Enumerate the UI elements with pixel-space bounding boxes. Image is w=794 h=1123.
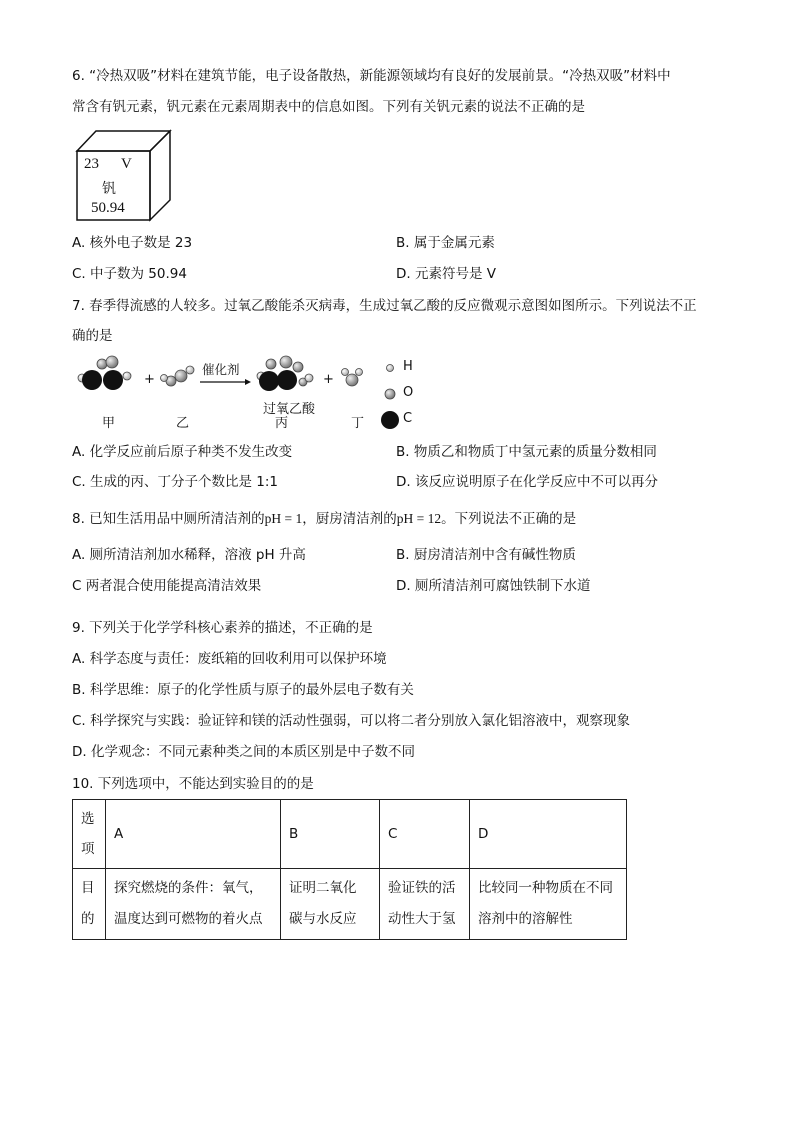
label-ding: 丁	[351, 416, 365, 431]
table-header-cell: D	[470, 800, 627, 869]
element-symbol: V	[121, 156, 132, 172]
q8-option-c: C 两者混合使用能提高清洁效果	[72, 578, 262, 594]
atomic-number: 23	[84, 156, 99, 172]
q6-stem-line1: 6. “冷热双吸”材料在建筑节能，电子设备散热，新能源领域均有良好的发展前景。“冷热双吸”材料中	[72, 68, 671, 84]
legend-c-atom	[381, 411, 399, 429]
q6-option-a: A. 核外电子数是 23	[72, 235, 193, 251]
molecule-ding	[342, 369, 363, 387]
molecule-jia	[78, 356, 131, 390]
plus-sign-2: +	[323, 372, 334, 387]
q10-options-table	[72, 799, 627, 940]
table-row-label	[73, 869, 106, 940]
q7-stem-line1: 7. 春季得流感的人较多。过氧乙酸能杀灭病毒，生成过氧乙酸的反应微观示意图如图所示。下列说法不正	[72, 298, 697, 314]
q10-stem: 10. 下列选项中，不能达到实验目的的是	[72, 776, 314, 792]
cell-a-line2: 温度达到可燃物的着火点	[114, 911, 263, 927]
legend-o-label: O	[403, 385, 414, 400]
q8-option-d: D. 厕所清洁剂可腐蚀铁制下水道	[396, 578, 591, 594]
q7-option-a: A. 化学反应前后原子种类不发生改变	[72, 444, 293, 460]
element-info-cube	[74, 128, 174, 224]
label-bing: 丙	[275, 416, 289, 431]
header-label-option: 选项	[81, 811, 95, 857]
cell-b-line1: 证明二氧化	[289, 880, 357, 896]
table-cell	[106, 869, 281, 940]
q8-option-a: A. 厕所清洁剂加水稀释，溶液 pH 升高	[72, 547, 306, 563]
table-row	[73, 869, 627, 940]
molecule-yi	[161, 366, 195, 386]
cell-c-line2: 动性大于氢	[388, 911, 456, 927]
atomic-mass: 50.94	[91, 200, 125, 216]
q9-option-b: B. 科学思维：原子的化学性质与原子的最外层电子数有关	[72, 682, 414, 698]
q7-stem-line2: 确的是	[72, 328, 113, 344]
table-header-cell: B	[281, 800, 380, 869]
table-cell	[281, 869, 380, 940]
table-cell	[470, 869, 627, 940]
q6-option-d: D. 元素符号是 V	[396, 266, 497, 282]
q8-option-b: B. 厨房清洁剂中含有碱性物质	[396, 547, 576, 563]
legend-h-atom	[387, 365, 394, 372]
q8-ph-kitchen: pH = 12	[396, 511, 442, 526]
q8-stem	[72, 509, 576, 529]
molecule-bing	[257, 356, 313, 391]
cell-d-line1: 比较同一种物质在不同	[478, 880, 613, 896]
q9-option-a: A. 科学态度与责任：废纸箱的回收利用可以保护环境	[72, 651, 387, 667]
q9-stem: 9. 下列关于化学学科核心素养的描述，不正确的是	[72, 620, 373, 636]
cell-c-line1: 验证铁的活	[388, 880, 456, 896]
legend-c-label: C	[403, 411, 413, 426]
q6-option-c: C. 中子数为 50.94	[72, 266, 187, 282]
cell-d-line2: 溶剂中的溶解性	[478, 911, 573, 927]
cell-a-line1: 探究燃烧的条件：氧气，	[114, 880, 263, 896]
table-header-cell	[73, 800, 106, 869]
legend-h-label: H	[403, 359, 413, 374]
reaction-micro-diagram	[72, 354, 432, 434]
legend-o-atom	[385, 389, 395, 399]
table-row	[73, 800, 627, 869]
cell-b-line2: 碳与水反应	[289, 911, 357, 927]
table-header-cell: C	[380, 800, 470, 869]
q6-option-b: B. 属于金属元素	[396, 235, 495, 251]
q8-stem-part1: 8. 已知生活用品中厕所清洁剂的	[72, 511, 265, 527]
label-jia: 甲	[102, 416, 116, 431]
q6-stem-line2: 常含有钒元素，钒元素在元素周期表中的信息如图。下列有关钒元素的说法不正确的是	[72, 99, 585, 115]
q7-option-c: C. 生成的丙、丁分子个数比是 1:1	[72, 474, 279, 490]
q8-stem-part3: 。下列说法不正确的是	[441, 511, 577, 527]
q8-ph-toilet: pH = 1	[264, 511, 303, 526]
element-name: 钒	[102, 181, 116, 197]
q8-stem-part2: ，厨房清洁剂的	[302, 511, 397, 527]
plus-sign-1: +	[144, 372, 155, 387]
q9-option-c: C. 科学探究与实践：验证锌和镁的活动性强弱，可以将二者分别放入氯化铝溶液中，观察现象	[72, 713, 631, 729]
row-label-purpose: 目的	[81, 880, 95, 927]
catalyst-label: 催化剂	[202, 362, 240, 377]
table-cell	[380, 869, 470, 940]
q7-option-d: D. 该反应说明原子在化学反应中不可以再分	[396, 474, 658, 490]
table-header-cell: A	[106, 800, 281, 869]
q7-option-b: B. 物质乙和物质丁中氢元素的质量分数相同	[396, 444, 657, 460]
q9-option-d: D. 化学观念：不同元素种类之间的本质区别是中子数不同	[72, 744, 415, 760]
product-name-label: 过氧乙酸	[263, 402, 316, 417]
label-yi: 乙	[176, 416, 190, 431]
